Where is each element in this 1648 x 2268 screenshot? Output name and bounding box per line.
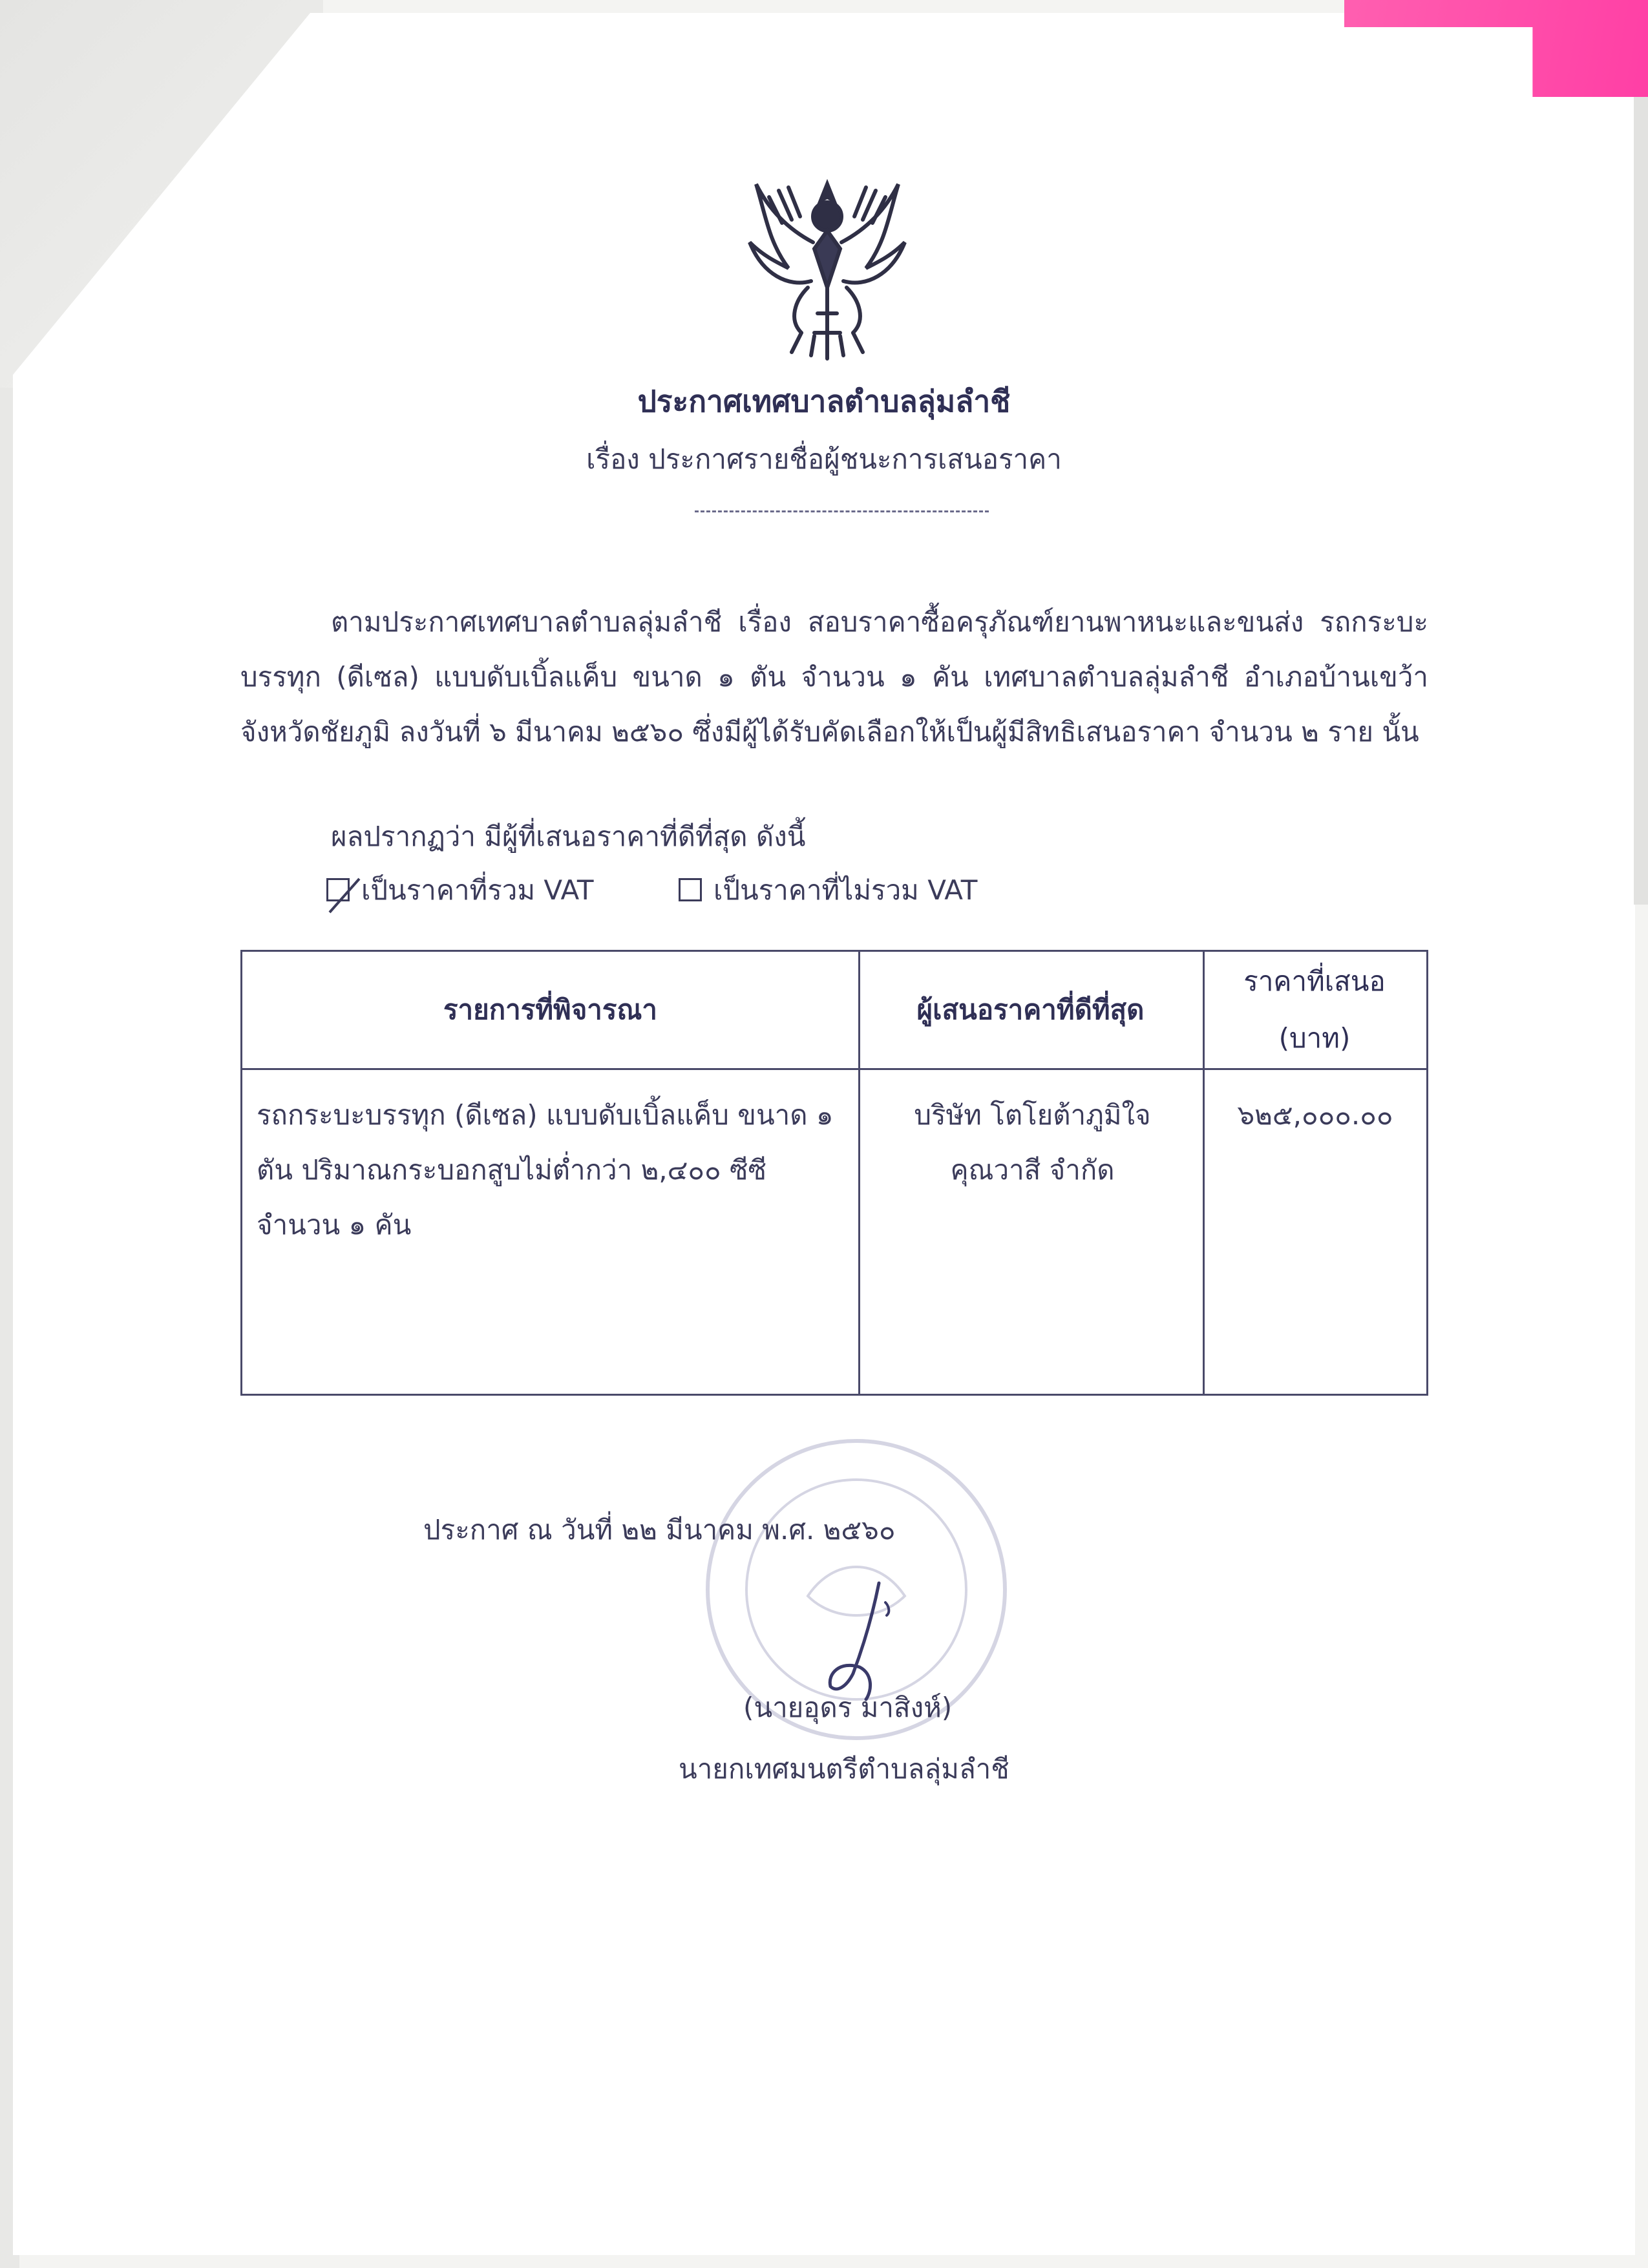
item-line: จำนวน ๑ คัน: [257, 1209, 412, 1241]
header-price: [1203, 952, 1426, 1068]
bidder-line: บริษัท โตโยต้าภูมิใจ: [914, 1099, 1151, 1131]
item-line: รถกระบะบรรทุก (ดีเซล) แบบดับเบิ้ลแค็บ ขนาด ๑: [257, 1099, 834, 1131]
result-line: ผลปรากฏว่า มีผู้ที่เสนอราคาที่ดีที่สุด ดังนี้: [331, 821, 806, 852]
result-table: [240, 950, 1428, 1396]
checkbox-vat-excluded[interactable]: [679, 878, 702, 901]
document-subject: เรื่อง ประกาศรายชื่อผู้ชนะการเสนอราคา: [586, 443, 1062, 475]
header-bidder: ผู้เสนอราคาที่ดีที่สุด: [916, 994, 1145, 1025]
vat-included-option[interactable]: [326, 869, 594, 912]
cell-bidder: [863, 1087, 1202, 1197]
header-price-line2: (บาท): [1278, 1022, 1351, 1054]
header-item: รายการที่พิจารณา: [443, 994, 657, 1025]
vat-excluded-label: เป็นราคาที่ไม่รวม VAT: [713, 874, 978, 906]
cell-price: ๖๒๕,๐๐๐.๐๐: [1237, 1099, 1393, 1131]
checkmark-icon: [324, 876, 363, 915]
checkbox-vat-included[interactable]: [326, 878, 350, 901]
cell-item: [257, 1087, 851, 1252]
garuda-emblem-icon: [730, 171, 924, 365]
body-paragraph: ตามประกาศเทศบาลตำบลลุ่มลำชี เรื่อง สอบราคาซื้อครุภัณฑ์ยานพาหนะและขนส่ง รถกระบะบรรทุก (ดีเซล) แบบดับเบิ้ลแค็บ ขนาด ๑ ตัน จำนวน ๑ คัน เทศบาลตำบลลุ่มลำชี อำเภอบ้านเขว้า จังหวัดชัยภูมิ ลงวันที่ ๖ มีนาคม ๒๕๖๐ ซึ่งมีผู้ได้รับคัดเลือกให้เป็นผู้มีสิทธิเสนอราคา จำนวน ๒ ราย นั้น: [240, 606, 1428, 748]
signer-name: (นายอุดร มาสิงห์): [743, 1692, 953, 1723]
vat-included-label: เป็นราคาที่รวม VAT: [361, 874, 594, 906]
header-price-line1: ราคาที่เสนอ: [1243, 965, 1386, 997]
item-line: ตัน ปริมาณกระบอกสูบไม่ต่ำกว่า ๒,๔๐๐ ซีซี: [257, 1154, 767, 1186]
table-divider: [242, 1068, 1426, 1070]
signer-position: นายกเทศมนตรีตำบลลุ่มลำชี: [679, 1753, 1009, 1785]
vat-excluded-option[interactable]: [679, 869, 977, 912]
document-title: ประกาศเทศบาลตำบลลุ่มลำชี: [637, 384, 1011, 419]
vat-options: [326, 869, 1167, 914]
bidder-line: คุณวาสี จำกัด: [950, 1154, 1115, 1186]
page-edge: [1634, 65, 1648, 905]
divider: [695, 510, 989, 512]
announce-date: ประกาศ ณ วันที่ ๒๒ มีนาคม พ.ศ. ๒๕๖๐: [423, 1514, 896, 1546]
